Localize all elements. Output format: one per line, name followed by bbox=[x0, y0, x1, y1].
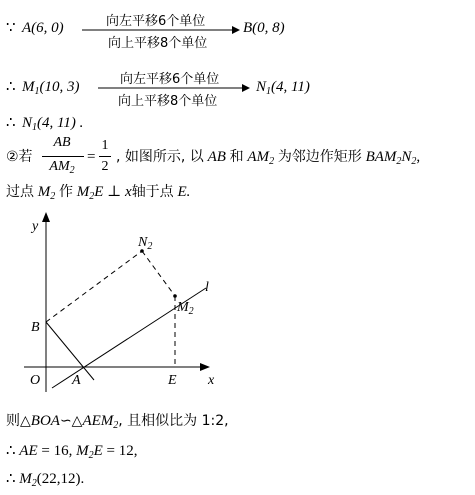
line-5-text: 过点 $M_2$ 作 $M_2E$ ⊥ x轴于点 E. bbox=[6, 184, 191, 202]
arrow-2-bottom-label: 向上平移8个单位 bbox=[118, 94, 218, 109]
label-m2: $M_2$ bbox=[177, 300, 194, 317]
label-o: O bbox=[30, 373, 41, 388]
arrow-1-top-label: 向左平移6个单位 bbox=[106, 14, 206, 29]
arrow-2-top-label: 向左平移6个单位 bbox=[120, 72, 220, 87]
side-b-n2 bbox=[46, 251, 142, 322]
label-l: l bbox=[205, 280, 209, 295]
line-1-point-a: A(6, 0) bbox=[22, 20, 64, 36]
label-b: B bbox=[31, 320, 40, 335]
label-n2: $N_2$ bbox=[138, 235, 153, 252]
line-4-equals: = bbox=[87, 149, 96, 165]
line-3-point-n1: $N_1(4$, 11) . bbox=[22, 115, 84, 133]
x-axis-arrow bbox=[200, 363, 210, 371]
line-6-text: 则$\triangle BOA∽\triangle AEM_2$, 且相似比为 1:2, bbox=[6, 413, 229, 431]
arrow-1-bottom-label: 向上平移8个单位 bbox=[108, 36, 208, 51]
side-n2-m2 bbox=[142, 251, 175, 296]
line-2-point-m1: $M_1(10$, 3) bbox=[22, 79, 80, 97]
line-2-prefix: ∴ bbox=[6, 79, 16, 95]
line-1-point-b: B(0, 8) bbox=[243, 20, 285, 36]
fraction-half-denominator: 2 bbox=[101, 159, 109, 174]
y-axis-arrow bbox=[42, 212, 50, 222]
line-4-case-label: ②若 bbox=[6, 149, 33, 165]
fraction-ab-over-am2-numerator: AB bbox=[53, 135, 71, 150]
fraction-ab-over-am2-denominator: $AM_2$ bbox=[49, 159, 75, 176]
line-ba bbox=[46, 322, 94, 380]
point-m2 bbox=[173, 294, 177, 298]
label-a: A bbox=[72, 373, 81, 388]
label-y: y bbox=[32, 219, 39, 234]
line-3-prefix: ∴ bbox=[6, 115, 16, 131]
line-2-point-n1: $N_1(4$, 11) bbox=[256, 79, 310, 97]
label-x: x bbox=[208, 373, 215, 388]
line-7-text: ∴ AE = 16, $M_2E = 12$, bbox=[6, 443, 138, 461]
line-1-prefix: ∵ bbox=[6, 20, 16, 36]
line-4-text: , 如图所示, 以 AB 和 $AM_2$ 为邻边作矩形 $BAM_2N_2$, bbox=[116, 149, 421, 167]
label-e: E bbox=[168, 373, 177, 388]
fraction-half-numerator: 1 bbox=[101, 138, 109, 153]
line-8-text: ∴ $M_2(22,12)$. bbox=[6, 471, 85, 489]
